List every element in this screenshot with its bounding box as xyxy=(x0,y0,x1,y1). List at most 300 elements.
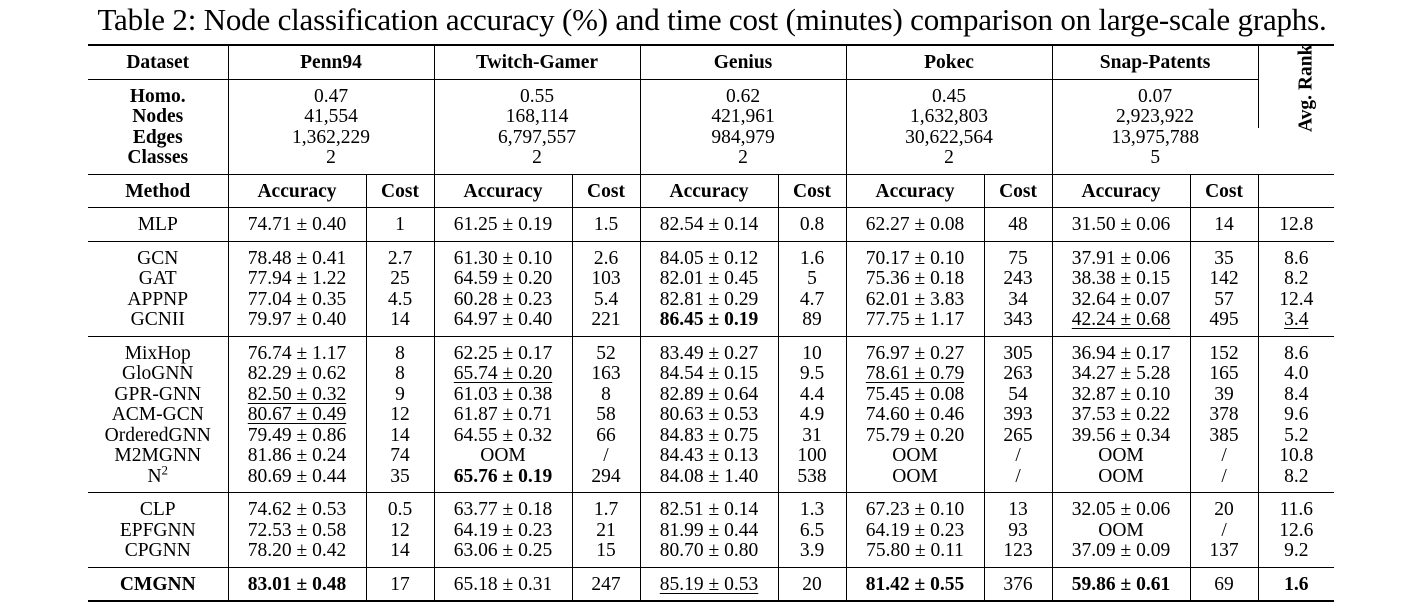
accuracy-value: OOM xyxy=(1098,465,1144,487)
cost-cell: / xyxy=(984,467,1052,493)
accuracy-value: 37.91 ± 0.06 xyxy=(1071,247,1171,269)
avg-rank-value: 9.2 xyxy=(1284,540,1309,561)
stats-row xyxy=(88,79,1334,107)
method-label: OrderedGNN xyxy=(104,424,211,446)
cost-cell: 393 xyxy=(984,405,1052,426)
avg-rank-value: 8.6 xyxy=(1284,342,1309,364)
cost-cell: / xyxy=(572,446,640,467)
accuracy-value: OOM xyxy=(892,465,938,487)
cost-cell: 20 xyxy=(778,567,846,601)
avg-rank-cell xyxy=(1258,364,1334,385)
method-name xyxy=(88,385,228,406)
cost-cell: 495 xyxy=(1190,310,1258,336)
method-name xyxy=(88,541,228,567)
cost-cell: 378 xyxy=(1190,405,1258,426)
cost-cell: 538 xyxy=(778,467,846,493)
cost-cell: 20 xyxy=(1190,493,1258,521)
table-row xyxy=(88,567,1334,601)
cost-cell: 69 xyxy=(1190,567,1258,601)
avg-rank-value: 8.4 xyxy=(1284,383,1309,405)
dataset-name: Twitch-Gamer xyxy=(434,45,640,79)
cost-cell: 58 xyxy=(572,405,640,426)
cost-cell: / xyxy=(984,446,1052,467)
cost-cell: 343 xyxy=(984,310,1052,336)
accuracy-cell xyxy=(846,269,984,290)
cost-cell: 14 xyxy=(366,541,434,567)
accuracy-cell xyxy=(228,405,366,426)
accuracy-cell xyxy=(228,208,366,242)
accuracy-cell xyxy=(434,310,572,336)
table-row xyxy=(88,385,1334,406)
accuracy-cell xyxy=(1052,290,1190,311)
accuracy-cell xyxy=(228,336,366,364)
method-name xyxy=(88,462,228,493)
cost-cell: 5.4 xyxy=(572,290,640,311)
stat-value: 2 xyxy=(228,148,434,174)
table-row xyxy=(88,208,1334,242)
accuracy-value: 75.80 ± 0.11 xyxy=(866,540,964,561)
accuracy-cell xyxy=(846,567,984,601)
cost-cell: 34 xyxy=(984,290,1052,311)
accuracy-cell xyxy=(846,241,984,269)
avg-rank-value: 9.6 xyxy=(1284,404,1309,425)
stat-value: 41,554 xyxy=(228,107,434,128)
accuracy-cell xyxy=(228,241,366,269)
accuracy-value: 74.60 ± 0.46 xyxy=(865,404,965,425)
accuracy-value: 78.48 ± 0.41 xyxy=(247,247,347,269)
avg-rank-cell xyxy=(1258,241,1334,269)
accuracy-cell xyxy=(846,290,984,311)
table-row xyxy=(88,446,1334,467)
accuracy-cell xyxy=(640,241,778,269)
accuracy-value: 37.09 ± 0.09 xyxy=(1071,540,1171,561)
accuracy-cell xyxy=(640,567,778,601)
accuracy-cell xyxy=(846,385,984,406)
results-table xyxy=(88,44,1334,602)
accuracy-value: 79.97 ± 0.40 xyxy=(247,309,347,330)
table-row xyxy=(88,364,1334,385)
accuracy-cell xyxy=(228,521,366,542)
accuracy-cell xyxy=(846,426,984,447)
avg-rank-value: 4.0 xyxy=(1284,363,1309,384)
cost-cell: 221 xyxy=(572,310,640,336)
cost-cell: 1.6 xyxy=(778,241,846,269)
cost-cell: 2.7 xyxy=(366,241,434,269)
avg-rank-cell xyxy=(1258,208,1334,242)
accuracy-value: 77.04 ± 0.35 xyxy=(247,288,347,310)
accuracy-value: 81.86 ± 0.24 xyxy=(247,445,347,466)
cost-cell: 294 xyxy=(572,467,640,493)
accuracy-cell xyxy=(640,426,778,447)
accuracy-value: 63.06 ± 0.25 xyxy=(453,540,553,561)
accuracy-value: 75.45 ± 0.08 xyxy=(865,383,965,405)
avg-rank-cell xyxy=(1258,290,1334,311)
accuracy-cell xyxy=(1052,541,1190,567)
cost-cell: 123 xyxy=(984,541,1052,567)
dataset-name: Genius xyxy=(640,45,846,79)
dataset-name: Snap-Patents xyxy=(1052,45,1258,79)
accuracy-cell xyxy=(640,493,778,521)
avg-rank-value: 8.2 xyxy=(1284,268,1309,289)
accuracy-value: 81.99 ± 0.44 xyxy=(659,519,759,541)
method-label: GAT xyxy=(138,268,177,289)
accuracy-value: 84.05 ± 0.12 xyxy=(659,247,759,269)
stat-label: Nodes xyxy=(132,106,184,127)
accuracy-value: 37.53 ± 0.22 xyxy=(1071,404,1171,425)
accuracy-cell xyxy=(846,310,984,336)
accuracy-cell xyxy=(1052,426,1190,447)
accuracy-cell xyxy=(228,426,366,447)
cost-cell: 54 xyxy=(984,385,1052,406)
stat-value: 1,632,803 xyxy=(846,107,1052,128)
avg-rank-value: 8.6 xyxy=(1284,247,1309,269)
dataset-name: Pokec xyxy=(846,45,1052,79)
accuracy-cell xyxy=(1052,208,1190,242)
accuracy-value: 83.01 ± 0.48 xyxy=(247,573,347,595)
cost-cell: 152 xyxy=(1190,336,1258,364)
accuracy-value: 63.77 ± 0.18 xyxy=(453,499,553,520)
accuracy-value: 78.61 ± 0.79 xyxy=(865,363,965,384)
dataset-name: Penn94 xyxy=(228,45,434,79)
method-label: GCNII xyxy=(130,309,185,330)
accuracy-cell xyxy=(228,467,366,493)
stat-value: 0.55 xyxy=(434,79,640,107)
accuracy-value: 61.87 ± 0.71 xyxy=(453,404,553,425)
accuracy-value: 59.86 ± 0.61 xyxy=(1071,573,1171,595)
stat-value: 0.07 xyxy=(1052,79,1258,107)
cost-cell: 4.9 xyxy=(778,405,846,426)
accuracy-cell xyxy=(640,364,778,385)
accuracy-cell xyxy=(1052,493,1190,521)
accuracy-cell xyxy=(846,541,984,567)
stat-label: Edges xyxy=(132,126,183,148)
stat-value: 0.45 xyxy=(846,79,1052,107)
accuracy-cell xyxy=(640,521,778,542)
accuracy-cell xyxy=(228,567,366,601)
results-table-body xyxy=(88,45,1334,601)
accuracy-value: 64.97 ± 0.40 xyxy=(453,309,553,330)
cost-cell: 100 xyxy=(778,446,846,467)
avg-rank-header xyxy=(1258,44,1334,132)
stat-value: 2 xyxy=(846,148,1052,174)
table-row xyxy=(88,241,1334,269)
cost-cell: 52 xyxy=(572,336,640,364)
accuracy-value: 61.25 ± 0.19 xyxy=(453,214,553,235)
method-superscript: 2 xyxy=(161,462,169,477)
accuracy-value: OOM xyxy=(1098,445,1144,466)
avg-rank-value: 10.8 xyxy=(1279,445,1314,466)
avg-rank-value: 12.4 xyxy=(1279,288,1314,310)
table-row xyxy=(88,541,1334,567)
cost-cell: 0.5 xyxy=(366,493,434,521)
stat-label: Homo. xyxy=(88,79,228,107)
cost-header: Cost xyxy=(984,174,1052,208)
accuracy-cell xyxy=(846,467,984,493)
accuracy-value: 80.70 ± 0.80 xyxy=(659,540,759,561)
accuracy-value: 32.05 ± 0.06 xyxy=(1071,499,1171,520)
accuracy-value: 34.27 ± 5.28 xyxy=(1071,363,1171,384)
accuracy-cell xyxy=(434,521,572,542)
cost-cell: 89 xyxy=(778,310,846,336)
avg-rank-label: Avg. Rank xyxy=(1294,44,1316,132)
accuracy-value: 81.42 ± 0.55 xyxy=(865,573,965,595)
accuracy-cell xyxy=(1052,269,1190,290)
dataset-label: Dataset xyxy=(126,52,190,73)
accuracy-value: 77.75 ± 1.17 xyxy=(865,309,965,330)
accuracy-value: 82.50 ± 0.32 xyxy=(247,383,347,405)
accuracy-value: 80.69 ± 0.44 xyxy=(247,465,347,487)
cost-cell: 4.5 xyxy=(366,290,434,311)
accuracy-cell xyxy=(640,385,778,406)
cost-header: Cost xyxy=(366,174,434,208)
cost-cell: 35 xyxy=(1190,241,1258,269)
method-label: N xyxy=(147,465,162,487)
cost-cell: 142 xyxy=(1190,269,1258,290)
accuracy-value: OOM xyxy=(480,445,526,466)
accuracy-cell xyxy=(434,208,572,242)
cost-cell: 39 xyxy=(1190,385,1258,406)
table-row xyxy=(88,336,1334,364)
accuracy-cell xyxy=(640,446,778,467)
stat-value: 0.62 xyxy=(640,79,846,107)
table-row xyxy=(88,521,1334,542)
method-label: CLP xyxy=(139,499,176,520)
accuracy-cell xyxy=(434,446,572,467)
cost-cell: / xyxy=(1190,521,1258,542)
accuracy-cell xyxy=(1052,336,1190,364)
method-label: MixHop xyxy=(124,342,191,364)
accuracy-value: 60.28 ± 0.23 xyxy=(453,288,553,310)
accuracy-value: 64.55 ± 0.32 xyxy=(453,424,553,446)
accuracy-value: 86.45 ± 0.19 xyxy=(659,309,759,330)
accuracy-value: 80.67 ± 0.49 xyxy=(247,404,347,425)
accuracy-value: 82.01 ± 0.45 xyxy=(659,268,759,289)
stat-value: 0.47 xyxy=(228,79,434,107)
accuracy-cell xyxy=(846,208,984,242)
accuracy-cell xyxy=(846,493,984,521)
accuracy-cell xyxy=(640,467,778,493)
avg-rank-cell xyxy=(1258,385,1334,406)
avg-rank-cell xyxy=(1258,310,1334,336)
stats-row xyxy=(88,148,1334,174)
cost-cell: 103 xyxy=(572,269,640,290)
avg-rank-cell xyxy=(1258,521,1334,542)
accuracy-cell xyxy=(434,426,572,447)
accuracy-value: 82.54 ± 0.14 xyxy=(659,214,759,235)
accuracy-cell xyxy=(640,541,778,567)
cost-cell: 12 xyxy=(366,405,434,426)
cost-cell: 9 xyxy=(366,385,434,406)
cost-cell: 376 xyxy=(984,567,1052,601)
accuracy-cell xyxy=(228,385,366,406)
table-row xyxy=(88,269,1334,290)
accuracy-value: 64.19 ± 0.23 xyxy=(865,519,965,541)
accuracy-cell xyxy=(1052,521,1190,542)
accuracy-value: 65.74 ± 0.20 xyxy=(453,363,553,384)
accuracy-value: 77.94 ± 1.22 xyxy=(247,268,347,289)
accuracy-value: 38.38 ± 0.15 xyxy=(1071,268,1171,289)
accuracy-cell xyxy=(228,493,366,521)
accuracy-header: Accuracy xyxy=(1052,174,1190,208)
accuracy-value: 85.19 ± 0.53 xyxy=(659,573,759,595)
column-header-row xyxy=(88,174,1334,208)
accuracy-cell xyxy=(228,290,366,311)
accuracy-value: 78.20 ± 0.42 xyxy=(247,540,347,561)
accuracy-value: 42.24 ± 0.68 xyxy=(1071,309,1171,330)
cost-cell: 2.6 xyxy=(572,241,640,269)
accuracy-cell xyxy=(846,521,984,542)
accuracy-value: 84.43 ± 0.13 xyxy=(659,445,759,466)
accuracy-value: 82.29 ± 0.62 xyxy=(247,363,347,384)
avg-rank-value: 8.2 xyxy=(1284,465,1309,487)
accuracy-value: 62.25 ± 0.17 xyxy=(453,342,553,364)
avg-rank-value: 12.8 xyxy=(1279,214,1314,235)
method-name xyxy=(88,426,228,447)
cost-cell: 74 xyxy=(366,446,434,467)
accuracy-cell xyxy=(434,541,572,567)
stat-label: Classes xyxy=(127,147,189,168)
cost-cell: 3.9 xyxy=(778,541,846,567)
cost-cell: 1.5 xyxy=(572,208,640,242)
stat-value: 168,114 xyxy=(434,107,640,128)
method-name xyxy=(88,336,228,364)
cost-cell: 265 xyxy=(984,426,1052,447)
accuracy-value: 39.56 ± 0.34 xyxy=(1071,424,1171,446)
stat-value: 2 xyxy=(640,148,846,174)
accuracy-cell xyxy=(434,269,572,290)
method-name xyxy=(88,521,228,542)
cost-cell: 21 xyxy=(572,521,640,542)
method-label: GCN xyxy=(137,247,179,269)
cost-cell: 66 xyxy=(572,426,640,447)
table-row xyxy=(88,467,1334,493)
cost-cell: 17 xyxy=(366,567,434,601)
accuracy-cell xyxy=(434,493,572,521)
accuracy-value: 74.71 ± 0.40 xyxy=(247,214,347,235)
cost-cell: 1.7 xyxy=(572,493,640,521)
accuracy-value: 75.79 ± 0.20 xyxy=(865,424,965,446)
accuracy-value: 75.36 ± 0.18 xyxy=(865,268,965,289)
cost-cell: 14 xyxy=(1190,208,1258,242)
avg-rank-cell xyxy=(1258,336,1334,364)
stat-value: 2 xyxy=(434,148,640,174)
accuracy-cell xyxy=(434,567,572,601)
accuracy-value: 67.23 ± 0.10 xyxy=(865,499,965,520)
accuracy-value: 79.49 ± 0.86 xyxy=(247,424,347,446)
accuracy-value: 80.63 ± 0.53 xyxy=(659,404,759,425)
cost-cell: 75 xyxy=(984,241,1052,269)
accuracy-cell xyxy=(228,310,366,336)
accuracy-value: 62.27 ± 0.08 xyxy=(865,214,965,235)
avg-rank-value: 12.6 xyxy=(1279,519,1314,541)
method-header: Method xyxy=(88,174,228,208)
method-name xyxy=(88,310,228,336)
stat-value: 421,961 xyxy=(640,107,846,128)
accuracy-value: 82.89 ± 0.64 xyxy=(659,383,759,405)
cost-cell: 8 xyxy=(366,336,434,364)
method-name xyxy=(88,493,228,521)
accuracy-value: 62.01 ± 3.83 xyxy=(865,288,965,310)
table-row xyxy=(88,426,1334,447)
cost-cell: 57 xyxy=(1190,290,1258,311)
accuracy-cell xyxy=(1052,385,1190,406)
avg-rank-value: 5.2 xyxy=(1284,424,1309,446)
accuracy-cell xyxy=(640,269,778,290)
accuracy-cell xyxy=(640,290,778,311)
accuracy-cell xyxy=(434,385,572,406)
cost-cell: 9.5 xyxy=(778,364,846,385)
accuracy-cell xyxy=(846,364,984,385)
cost-cell: / xyxy=(1190,446,1258,467)
cost-cell: 137 xyxy=(1190,541,1258,567)
avg-rank-value: 11.6 xyxy=(1279,499,1313,520)
cost-cell: 8 xyxy=(572,385,640,406)
method-label: CMGNN xyxy=(119,573,196,595)
cost-cell: 14 xyxy=(366,310,434,336)
accuracy-cell xyxy=(640,310,778,336)
avg-rank-cell xyxy=(1258,541,1334,567)
cost-cell: 263 xyxy=(984,364,1052,385)
avg-rank-cell xyxy=(1258,269,1334,290)
accuracy-cell xyxy=(846,405,984,426)
accuracy-value: 36.94 ± 0.17 xyxy=(1071,342,1171,364)
accuracy-cell xyxy=(1052,310,1190,336)
avg-rank-cell xyxy=(1258,467,1334,493)
method-label: APPNP xyxy=(127,288,189,310)
cost-header: Cost xyxy=(778,174,846,208)
cost-cell: 385 xyxy=(1190,426,1258,447)
accuracy-cell xyxy=(434,405,572,426)
accuracy-value: 83.49 ± 0.27 xyxy=(659,342,759,364)
accuracy-value: 72.53 ± 0.58 xyxy=(247,519,347,541)
method-label: CPGNN xyxy=(124,540,191,561)
cost-cell: 48 xyxy=(984,208,1052,242)
accuracy-value: 65.18 ± 0.31 xyxy=(453,573,553,595)
accuracy-value: 65.76 ± 0.19 xyxy=(453,465,553,487)
accuracy-value: 82.51 ± 0.14 xyxy=(659,499,759,520)
cost-header: Cost xyxy=(572,174,640,208)
accuracy-value: 84.83 ± 0.75 xyxy=(659,424,759,446)
method-name xyxy=(88,364,228,385)
method-label: GPR-GNN xyxy=(114,383,202,405)
avg-rank-cell xyxy=(1258,493,1334,521)
cost-cell: 15 xyxy=(572,541,640,567)
stat-value: 13,975,788 xyxy=(1052,128,1258,149)
table-row xyxy=(88,310,1334,336)
stats-row xyxy=(88,128,1334,149)
cost-cell: 243 xyxy=(984,269,1052,290)
accuracy-cell xyxy=(846,336,984,364)
cost-cell: 4.4 xyxy=(778,385,846,406)
table-caption: Table 2: Node classification accuracy (%) and time cost (minutes) comparison on large-scale graphs. xyxy=(97,2,1327,37)
stat-value: 1,362,229 xyxy=(228,128,434,149)
dataset-header-row xyxy=(88,45,1334,79)
accuracy-value: 64.59 ± 0.20 xyxy=(453,268,553,289)
table-row xyxy=(88,290,1334,311)
accuracy-header: Accuracy xyxy=(640,174,778,208)
cost-cell: 12 xyxy=(366,521,434,542)
accuracy-cell xyxy=(1052,364,1190,385)
cost-cell: 13 xyxy=(984,493,1052,521)
cost-cell: 8 xyxy=(366,364,434,385)
accuracy-header: Accuracy xyxy=(228,174,366,208)
cost-cell: 25 xyxy=(366,269,434,290)
accuracy-value: 84.54 ± 0.15 xyxy=(659,363,759,384)
cost-cell: / xyxy=(1190,467,1258,493)
accuracy-cell xyxy=(1052,567,1190,601)
accuracy-value: 31.50 ± 0.06 xyxy=(1071,214,1171,235)
accuracy-cell xyxy=(1052,405,1190,426)
